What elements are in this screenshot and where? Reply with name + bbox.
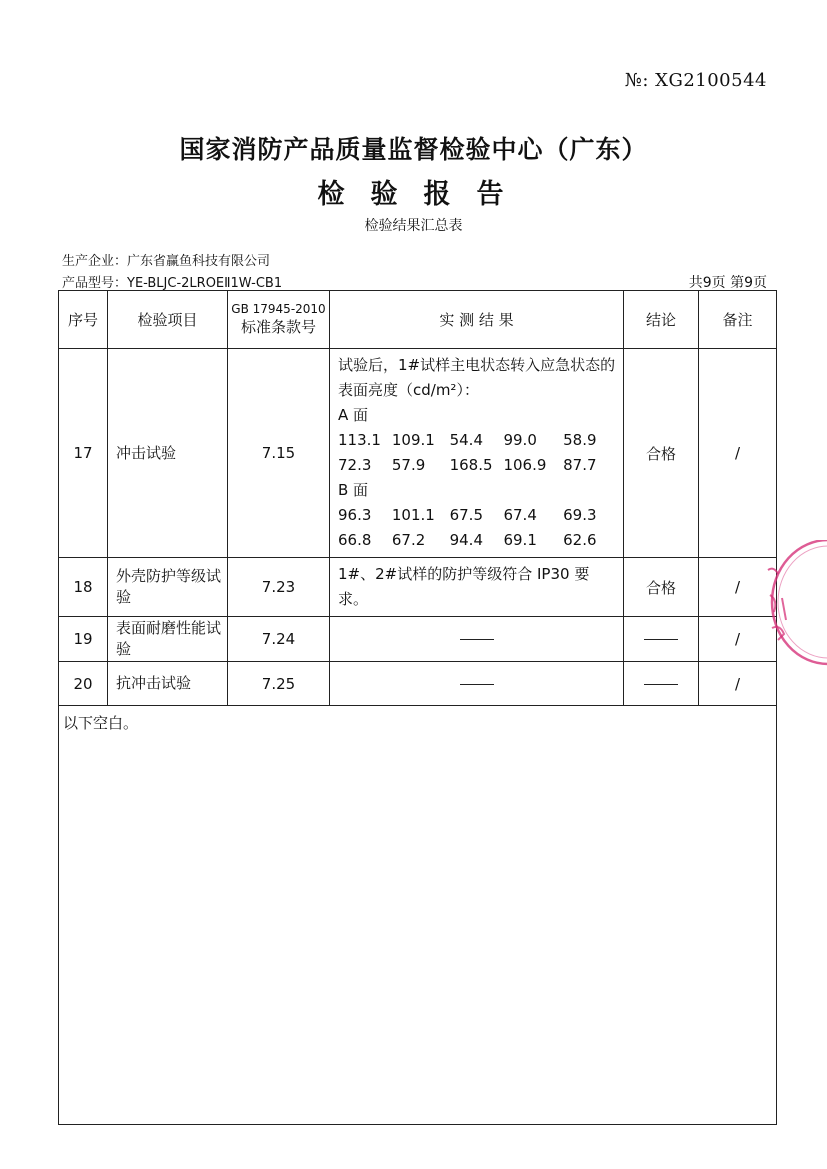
row-result-dash (330, 617, 624, 662)
table-header-row (59, 291, 777, 349)
row-remark: / (699, 617, 777, 662)
face-a-label: A 面 (338, 406, 369, 424)
face-a-values-row (338, 428, 617, 453)
dash-mark (644, 684, 678, 685)
row-conclusion: 合格 (624, 349, 699, 558)
value-cell: 106.9 (503, 456, 547, 474)
face-b-values-row (338, 503, 617, 528)
dash-mark (460, 639, 494, 640)
dash-mark (644, 639, 678, 640)
result-intro: 试验后，1#试样主电状态转入应急状态的表面亮度（cd/m²）： (338, 356, 616, 399)
header-result: 实 测 结 果 (330, 291, 624, 349)
table-row (59, 349, 777, 558)
face-a-values-row (338, 453, 617, 478)
red-stamp-seal (748, 540, 827, 670)
row-item: 冲击试验 (108, 349, 228, 558)
header-standard (228, 291, 330, 349)
row-no: 19 (59, 617, 108, 662)
row-result: 1#、2#试样的防护等级符合 IP30 要求。 (330, 558, 624, 617)
row-result-dash (330, 662, 624, 706)
report-title: 检验报告 (317, 179, 530, 210)
value-cell: 62.6 (563, 531, 597, 549)
row-item: 表面耐磨性能试验 (108, 617, 228, 662)
report-subtitle: 检验结果汇总表 (364, 218, 463, 234)
value-cell: 54.4 (449, 431, 483, 449)
row-clause: 7.23 (228, 558, 330, 617)
report-number: №: XG2100544 (624, 70, 767, 91)
dash-mark (460, 684, 494, 685)
value-cell: 67.5 (449, 506, 483, 524)
table-row (59, 617, 777, 662)
blank-row (59, 706, 777, 1125)
value-cell: 113.1 (338, 431, 381, 449)
manufacturer-label: 生产企业：广东省赢鱼科技有限公司 (62, 254, 271, 269)
row-conclusion-dash (624, 617, 699, 662)
row-conclusion: 合格 (624, 558, 699, 617)
row-remark: / (699, 662, 777, 706)
face-b-label: B 面 (338, 481, 369, 499)
row-clause: 7.24 (228, 617, 330, 662)
value-cell: 87.7 (563, 456, 597, 474)
product-model-label: 产品型号：YE-BLJC-2LROEⅡ1W-CB1 (62, 276, 283, 291)
header-conclusion: 结论 (624, 291, 699, 349)
header-remark: 备注 (699, 291, 777, 349)
value-cell: 69.3 (563, 506, 597, 524)
row-item: 外壳防护等级试验 (108, 558, 228, 617)
face-b-values-row (338, 528, 617, 553)
header-standard-code: GB 17945-2010 (231, 302, 326, 316)
row-remark: / (699, 349, 777, 558)
row-no: 18 (59, 558, 108, 617)
table-row (59, 558, 777, 617)
table-row (59, 662, 777, 706)
row-no: 20 (59, 662, 108, 706)
value-cell: 58.9 (563, 431, 597, 449)
row-result (330, 349, 624, 558)
value-cell: 94.4 (449, 531, 483, 549)
page-info: 共9页 第9页 (688, 275, 767, 291)
value-cell: 72.3 (338, 456, 372, 474)
row-no: 17 (59, 349, 108, 558)
header-no: 序号 (59, 291, 108, 349)
row-clause: 7.25 (228, 662, 330, 706)
value-cell: 96.3 (338, 506, 372, 524)
header-standard-clause: 标准条款号 (240, 318, 316, 336)
value-cell: 67.2 (391, 531, 426, 549)
value-cell: 99.0 (503, 431, 537, 449)
header-item: 检验项目 (108, 291, 228, 349)
value-cell: 168.5 (449, 456, 493, 474)
blank-note: 以下空白。 (59, 706, 777, 1125)
value-cell: 69.1 (503, 531, 537, 549)
value-cell: 109.1 (391, 431, 435, 449)
row-item: 抗冲击试验 (108, 662, 228, 706)
results-table (58, 290, 777, 1125)
row-clause: 7.15 (228, 349, 330, 558)
value-cell: 57.9 (391, 456, 426, 474)
issuing-center-title: 国家消防产品质量监督检验中心（广东） (179, 135, 648, 164)
row-conclusion-dash (624, 662, 699, 706)
value-cell: 67.4 (503, 506, 537, 524)
row-remark: / (699, 558, 777, 617)
value-cell: 101.1 (391, 506, 435, 524)
value-cell: 66.8 (338, 531, 372, 549)
